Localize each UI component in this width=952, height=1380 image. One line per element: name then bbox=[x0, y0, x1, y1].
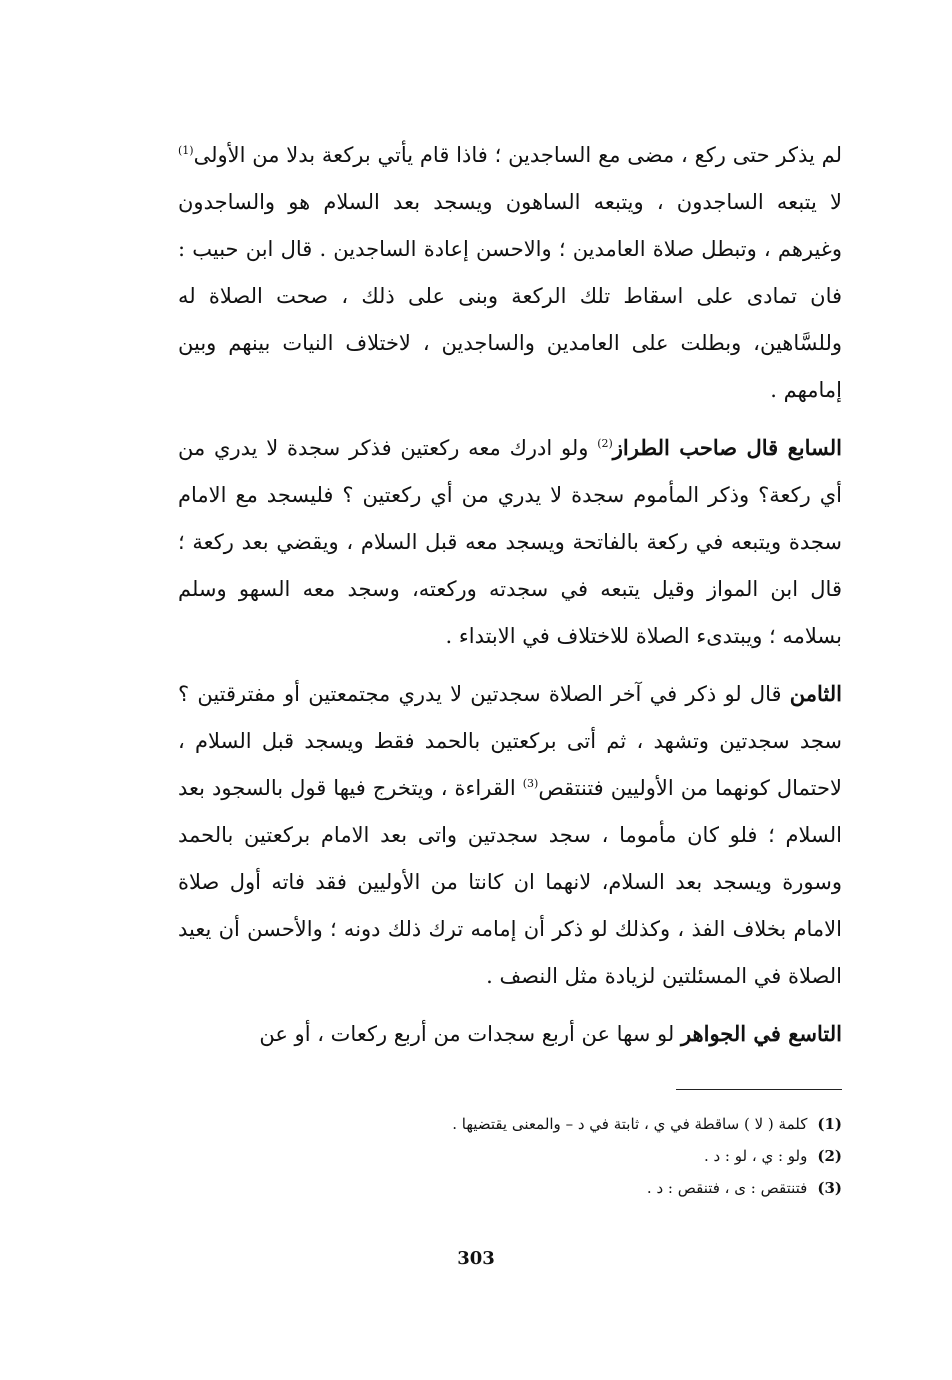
paragraph bbox=[178, 424, 842, 660]
footnote-number: (2) bbox=[817, 1147, 842, 1165]
footnote-marker: (2) bbox=[597, 437, 613, 450]
paragraph-text: القراءة ، ويتخرج فيها قول بالسجود بعد السلام ؛ فلو كان مأموما ، سجد سجدتين واتى بعد الامام بركعتين بالحمد وسورة ويسجد بعد السلام، لانهما ان كانتا من الأوليين فقد فاته أول صلاة الامام بخلاف الفذ ، وكذلك لو ذكر أن إمامه ترك ذلك دونه ؛ والأحسن أن يعيد الصلاة في المسئلتين لزيادة مثل النصف . bbox=[178, 776, 842, 988]
paragraph-text: قال لو ذكر في آخر الصلاة سجدتين لا يدري مجتمعتين أو مفترقتين ؟ سجد سجدتين وتشهد ، ثم أتى بركعتين بالحمد فقط ويسجد قبل السلام ، لاحتمال كونهما من الأوليين فتنتقص bbox=[178, 682, 842, 800]
paragraph bbox=[178, 132, 842, 414]
paragraph-reference: في الجواهر bbox=[680, 1021, 789, 1046]
paragraph-lead: التاسع bbox=[788, 1021, 842, 1046]
footnote-text: ولو : ي ، لو : د . bbox=[703, 1147, 808, 1165]
footnote bbox=[300, 1172, 842, 1204]
main-text bbox=[178, 132, 842, 1068]
footnote-number: (1) bbox=[817, 1115, 842, 1133]
footnote bbox=[300, 1108, 842, 1140]
footnote bbox=[300, 1140, 842, 1172]
paragraph-text: لا يتبعه الساجدون ، ويتبعه الساهون ويسجد بعد السلام هو والساجدون وغيرهم ، وتبطل صلاة العامدين ؛ والاحسن إعادة الساجدين . قال ابن حبيب : فان تمادى على اسقاط تلك الركعة وبنى على ذلك ، صحت الصلاة له وللسَّاهين، وبطلت على العامدين والساجدين ، لاختلاف النيات بينهم وبين إمامهم . bbox=[178, 190, 842, 402]
paragraph-text: لو سها عن أربع سجدات من أربع ركعات ، أو عن bbox=[259, 1022, 681, 1046]
paragraph-reference: قال صاحب الطراز bbox=[612, 435, 788, 460]
footnote-divider bbox=[676, 1089, 842, 1090]
paragraph bbox=[178, 670, 842, 1000]
paragraph-lead: الثامن bbox=[789, 681, 842, 706]
footnote-marker: (3) bbox=[522, 777, 539, 790]
footnote-marker: (1) bbox=[178, 144, 194, 157]
footnote-text: كلمة ( لا ) ساقطة في ي ، ثابتة في د – والمعنى يقتضيها . bbox=[452, 1115, 808, 1133]
paragraph-lead: السابع bbox=[787, 435, 842, 460]
footnote-number: (3) bbox=[817, 1179, 842, 1197]
paragraph bbox=[178, 1010, 842, 1058]
footnote-text: فتنتقص : ى ، فتنقص : د . bbox=[646, 1179, 808, 1197]
footnotes bbox=[300, 1108, 842, 1204]
paragraph-text: ولو ادرك معه ركعتين فذكر سجدة لا يدري من أي ركعة؟ وذكر المأموم سجدة لا يدري من أي ركعتين ؟ فليسجد مع الامام سجدة ويتبعه في ركعة بالفاتحة ويسجد معه قبل السلام ، ويقضي بعد ركعة ؛ قال ابن المواز وقيل يتبعه في سجدته وركعته، وسجد معه السهو وسلم بسلامه ؛ ويبتدىء الصلاة للاختلاف في الابتداء . bbox=[178, 436, 842, 648]
paragraph-text: لم يذكر حتى ركع ، مضى مع الساجدين ؛ فاذا قام يأتي بركعة بدلا من الأولى bbox=[193, 143, 842, 167]
page-number: 303 bbox=[457, 1248, 495, 1269]
